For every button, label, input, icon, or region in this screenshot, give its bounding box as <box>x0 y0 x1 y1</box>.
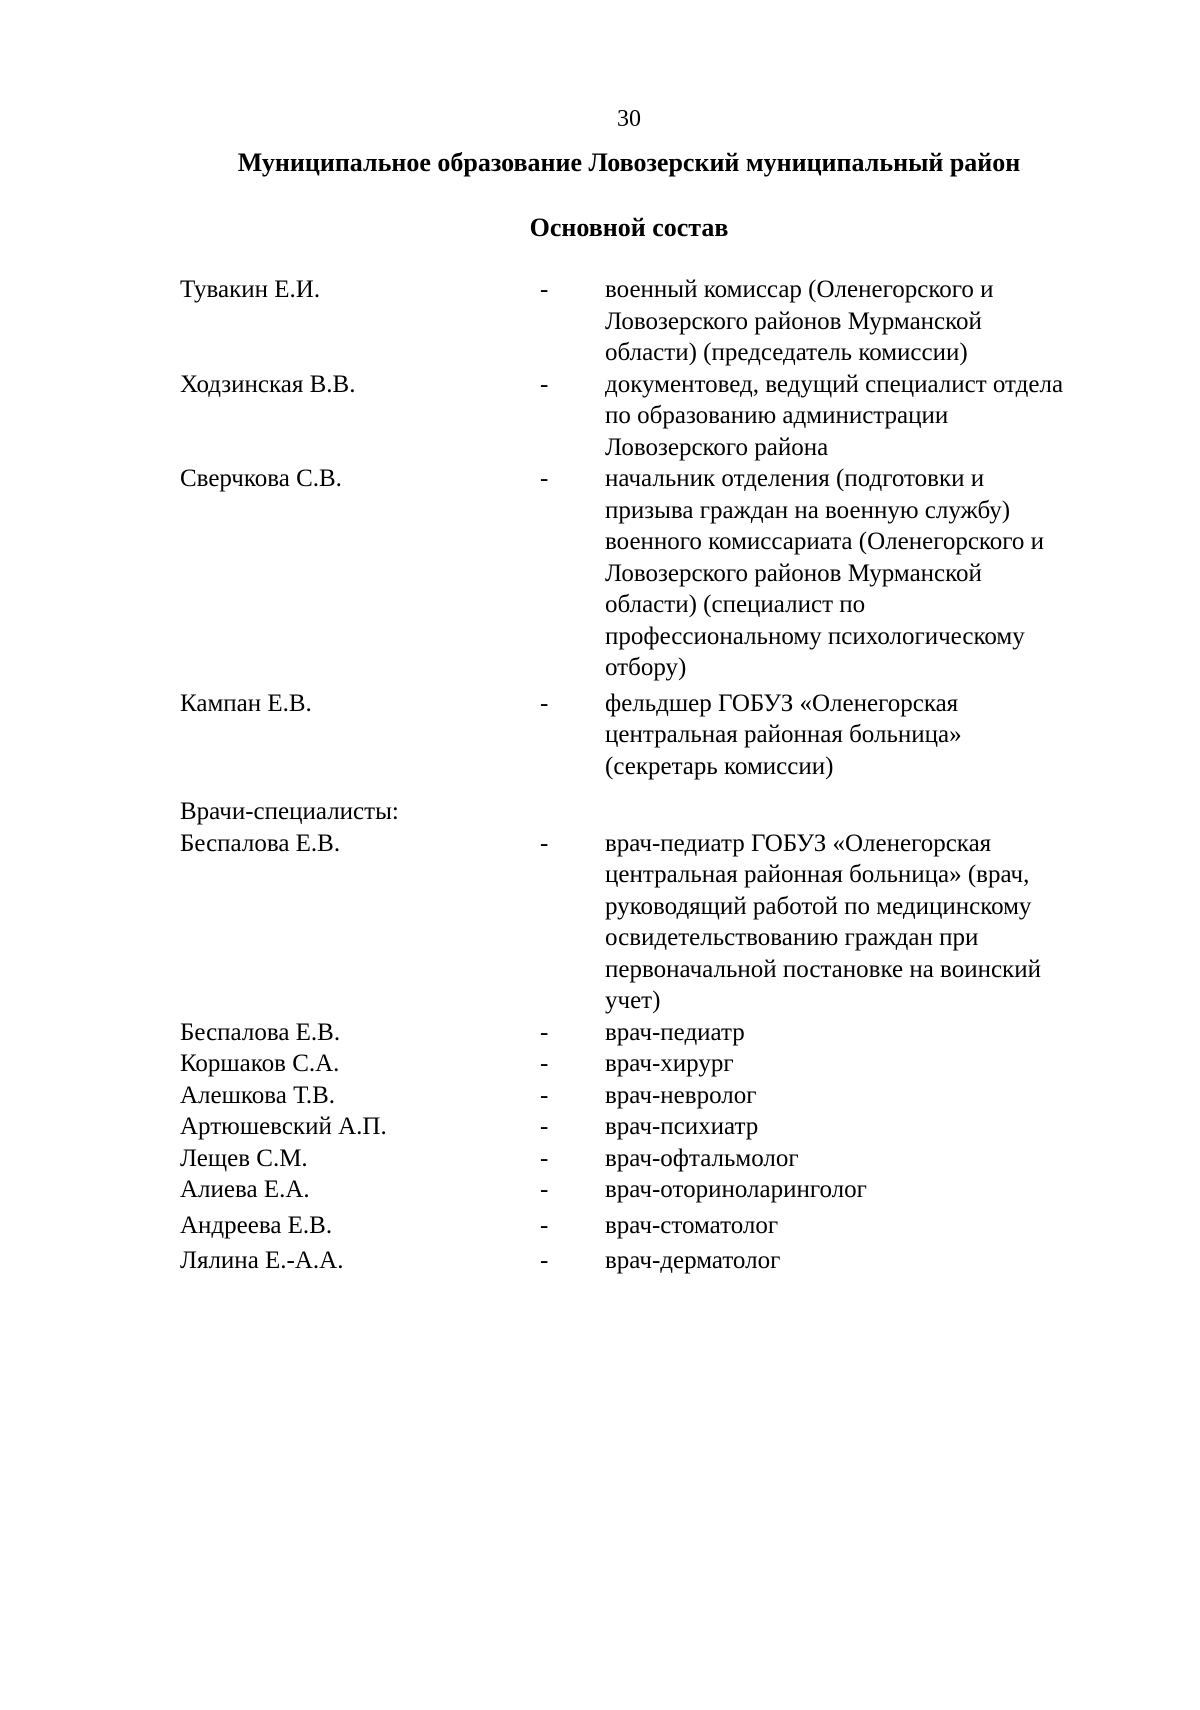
member-role <box>605 828 1100 1017</box>
member-name: Тувакин Е.И. <box>180 276 321 303</box>
specialist-dash: - <box>540 1050 549 1077</box>
specialist-dash: - <box>540 1144 549 1172</box>
specialist-row <box>180 1143 1100 1175</box>
role-line: призыва граждан на военную службу) <box>605 496 1011 524</box>
specialist-role: врач-стоматолог <box>605 1211 779 1239</box>
member-name: Сверчкова С.В. <box>180 465 342 492</box>
specialist-name: Артюшевский А.П. <box>180 1113 387 1140</box>
member-dash: - <box>540 829 549 857</box>
role-line: документовед, ведущий специалист отдела <box>605 370 1064 398</box>
member-dash: - <box>540 370 549 398</box>
specialist-role: врач-оториноларинголог <box>605 1176 867 1203</box>
role-line: военный комиссар (Оленегорского и <box>605 276 994 303</box>
role-line: профессиональному психологическому <box>605 622 1025 650</box>
member-role <box>605 274 1100 369</box>
role-line: области) (специалист по <box>605 591 866 618</box>
role-line: руководящий работой по медицинскому <box>605 892 1032 920</box>
role-line: Ловозерского района <box>605 433 829 461</box>
member-name: Ходзинская В.В. <box>180 370 356 398</box>
member-role <box>605 463 1100 684</box>
role-line: Ловозерского районов Мурманской <box>605 307 982 335</box>
role-line: центральная районная больница» (врач, <box>605 861 1030 888</box>
member-row <box>180 369 1100 464</box>
role-line: области) (председатель комиссии) <box>605 339 968 366</box>
specialist-name: Алиева Е.А. <box>180 1176 310 1203</box>
specialist-name: Лялина Е.-А.А. <box>180 1247 344 1274</box>
specialist-dash: - <box>540 1211 549 1239</box>
role-line: врач-педиатр ГОБУЗ «Оленегорская <box>605 829 992 857</box>
specialist-role: врач-дерматолог <box>605 1247 781 1274</box>
member-name: Кампан Е.В. <box>180 689 312 717</box>
member-role <box>605 369 1100 464</box>
role-line: учет) <box>605 987 661 1014</box>
section-subtitle: Основной состав <box>529 213 729 242</box>
specialist-role: врач-хирург <box>605 1050 734 1077</box>
specialist-row <box>180 1111 1100 1143</box>
page-title: Муниципальное образование Ловозерский муниципальный район <box>237 148 1021 177</box>
member-row <box>180 463 1100 684</box>
role-line: центральная районная больница» <box>605 721 962 748</box>
member-dash: - <box>540 465 549 492</box>
specialist-dash: - <box>540 1176 549 1203</box>
role-line: первоначальной постановке на воинский <box>605 955 1041 983</box>
specialist-dash: - <box>540 1018 549 1046</box>
role-line: отбору) <box>605 654 687 681</box>
role-line: освидетельствованию граждан при <box>605 924 979 951</box>
specialist-role: врач-невролог <box>605 1081 757 1109</box>
member-role <box>605 688 1100 783</box>
specialist-name: Алешкова Т.В. <box>180 1081 336 1109</box>
specialist-role: врач-психиатр <box>605 1113 759 1140</box>
specialist-name: Лещев С.М. <box>180 1144 308 1172</box>
specialist-row <box>180 1080 1100 1112</box>
member-row <box>180 688 1100 783</box>
specialist-name: Беспалова Е.В. <box>180 1018 341 1046</box>
role-line: военного комиссариата (Оленегорского и <box>605 528 1045 555</box>
specialist-role: врач-офтальмолог <box>605 1144 799 1172</box>
specialist-dash: - <box>540 1113 549 1140</box>
specialist-name: Коршаков С.А. <box>180 1050 340 1077</box>
member-dash: - <box>540 689 549 717</box>
specialist-role: врач-педиатр <box>605 1018 745 1046</box>
specialist-dash: - <box>540 1247 549 1274</box>
specialist-row <box>180 1174 1100 1206</box>
commission-roster <box>180 274 1100 1277</box>
role-line: фельдшер ГОБУЗ «Оленегорская <box>605 689 959 717</box>
role-line: Ловозерского районов Мурманской <box>605 559 982 587</box>
specialist-row <box>180 1210 1100 1242</box>
member-row <box>180 828 1100 1017</box>
specialist-row <box>180 1048 1100 1080</box>
role-line: по образованию администрации <box>605 402 949 429</box>
specialist-name: Андреева Е.В. <box>180 1211 333 1239</box>
specialist-row <box>180 1017 1100 1049</box>
specialist-dash: - <box>540 1081 549 1109</box>
specialist-row <box>180 1245 1100 1277</box>
member-dash: - <box>540 276 549 303</box>
member-row <box>180 274 1100 369</box>
page-number: 30 <box>617 106 641 132</box>
role-line: начальник отделения (подготовки и <box>605 465 985 492</box>
member-name: Беспалова Е.В. <box>180 829 341 857</box>
specialists-label: Врачи-специалисты: <box>180 798 399 825</box>
role-line: (секретарь комиссии) <box>605 752 834 780</box>
